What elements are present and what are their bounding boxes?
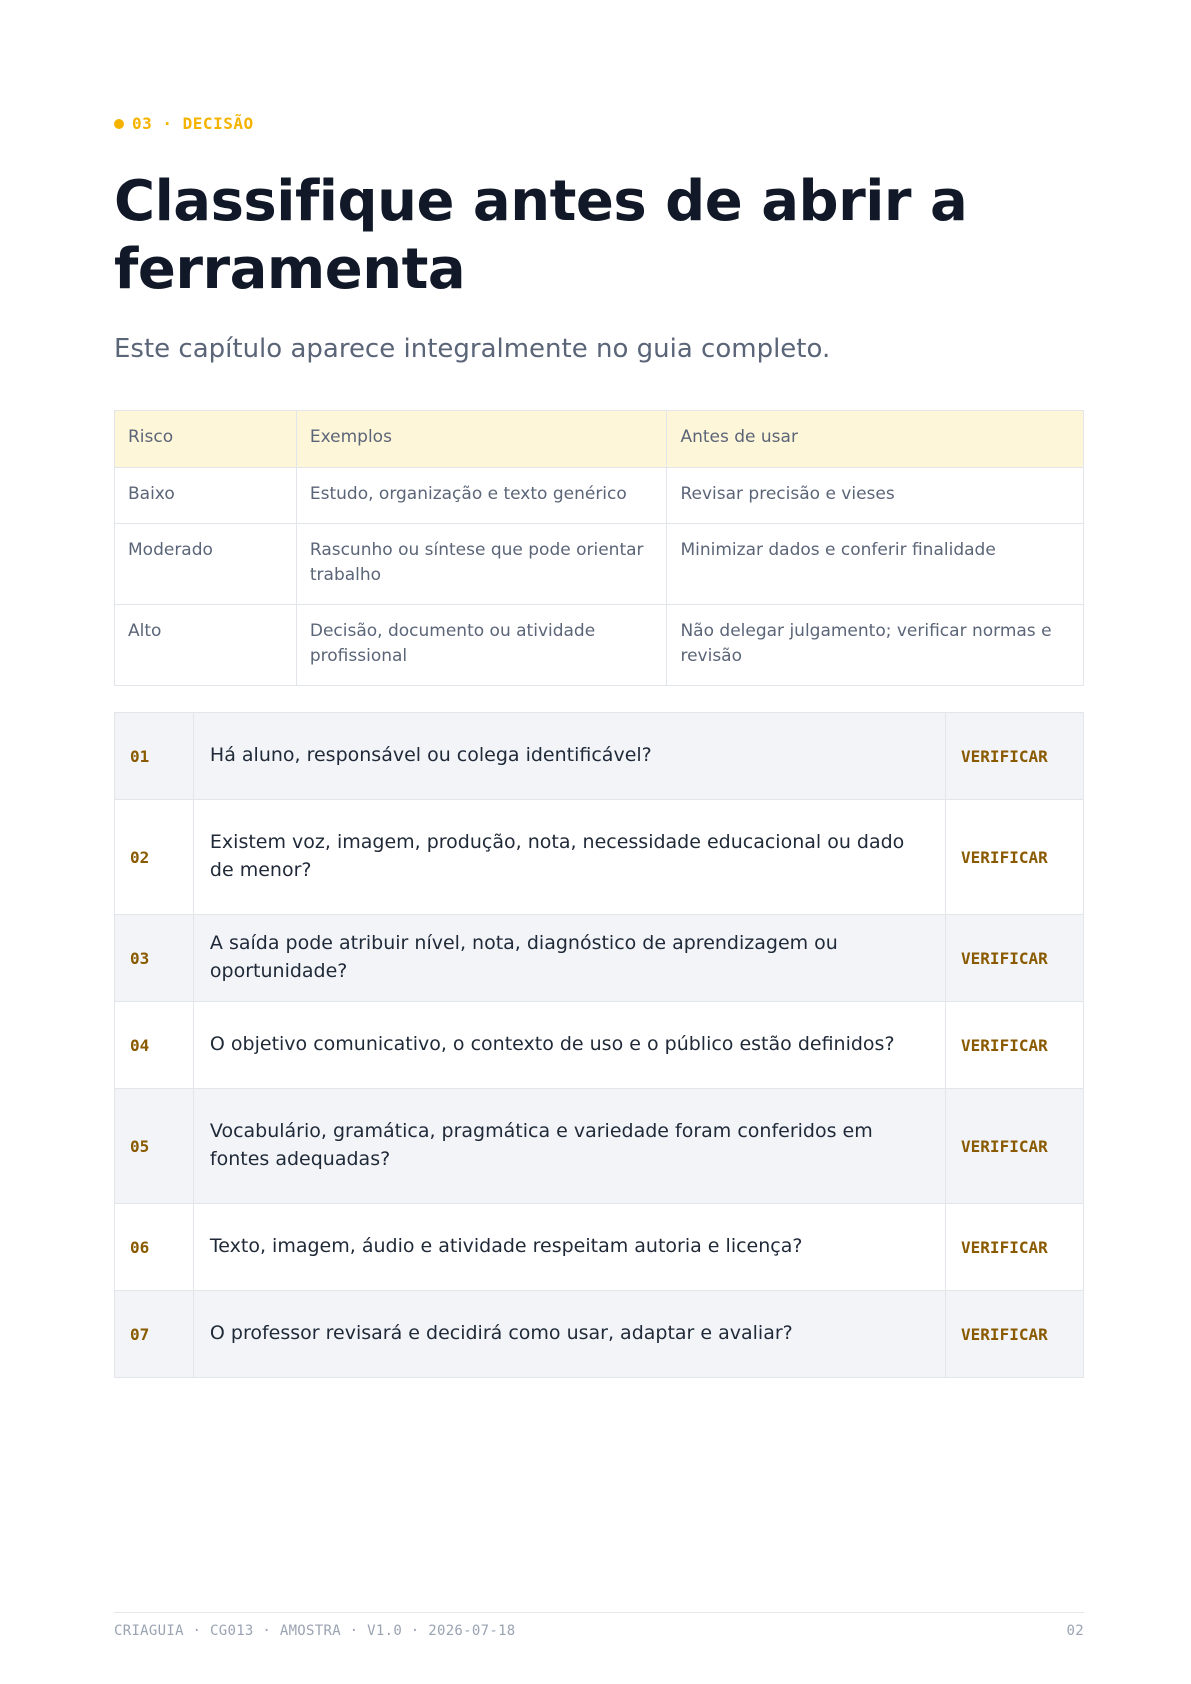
checklist-item xyxy=(115,1002,1084,1089)
column-header-exemplos: Exemplos xyxy=(296,411,667,468)
before-use-cell: Revisar precisão e vieses xyxy=(667,468,1084,524)
item-number: 03 xyxy=(115,915,194,1002)
page-subtitle: Este capítulo aparece integralmente no guia completo. xyxy=(114,334,831,364)
column-header-antes-de-usar: Antes de usar xyxy=(667,411,1084,468)
page-number: 02 xyxy=(1066,1623,1084,1639)
item-question: Há aluno, responsável ou colega identificável? xyxy=(193,713,945,800)
checklist-item xyxy=(115,1089,1084,1204)
checklist-table xyxy=(114,712,1084,1378)
section-label: 03 · DECISÃO xyxy=(132,114,254,133)
before-use-cell: Não delegar julgamento; verificar normas e revisão xyxy=(667,605,1084,686)
item-number: 06 xyxy=(115,1204,194,1291)
item-status: VERIFICAR xyxy=(946,713,1084,800)
page-title: Classifique antes de abrir a ferramenta xyxy=(114,169,968,302)
table-row xyxy=(115,605,1084,686)
item-question: Texto, imagem, áudio e atividade respeitam autoria e licença? xyxy=(193,1204,945,1291)
risk-table-header xyxy=(115,411,1084,468)
checklist-item xyxy=(115,1291,1084,1378)
checklist-item xyxy=(115,1204,1084,1291)
item-status: VERIFICAR xyxy=(946,1291,1084,1378)
item-status: VERIFICAR xyxy=(946,800,1084,915)
risk-table xyxy=(114,410,1084,686)
risk-level-cell: Moderado xyxy=(115,524,297,605)
examples-cell: Rascunho ou síntese que pode orientar trabalho xyxy=(296,524,667,605)
item-question: Vocabulário, gramática, pragmática e variedade foram conferidos em fontes adequadas? xyxy=(193,1089,945,1204)
item-question: O objetivo comunicativo, o contexto de uso e o público estão definidos? xyxy=(193,1002,945,1089)
risk-level-cell: Alto xyxy=(115,605,297,686)
bullet-dot-icon xyxy=(114,119,124,129)
item-status: VERIFICAR xyxy=(946,915,1084,1002)
item-status: VERIFICAR xyxy=(946,1089,1084,1204)
page-footer xyxy=(114,1623,1084,1639)
table-row xyxy=(115,468,1084,524)
item-question: O professor revisará e decidirá como usar, adaptar e avaliar? xyxy=(193,1291,945,1378)
examples-cell: Decisão, documento ou atividade profissional xyxy=(296,605,667,686)
document-page xyxy=(114,0,1084,1684)
risk-level-cell: Baixo xyxy=(115,468,297,524)
item-number: 02 xyxy=(115,800,194,915)
item-number: 04 xyxy=(115,1002,194,1089)
column-header-risco: Risco xyxy=(115,411,297,468)
item-status: VERIFICAR xyxy=(946,1002,1084,1089)
checklist-item xyxy=(115,915,1084,1002)
checklist-item xyxy=(115,800,1084,915)
examples-cell: Estudo, organização e texto genérico xyxy=(296,468,667,524)
item-question: Existem voz, imagem, produção, nota, necessidade educacional ou dado de menor? xyxy=(193,800,945,915)
item-number: 05 xyxy=(115,1089,194,1204)
item-status: VERIFICAR xyxy=(946,1204,1084,1291)
item-question: A saída pode atribuir nível, nota, diagnóstico de aprendizagem ou oportunidade? xyxy=(193,915,945,1002)
item-number: 01 xyxy=(115,713,194,800)
checklist-item xyxy=(115,713,1084,800)
footer-doc-info: CRIAGUIA · CG013 · AMOSTRA · V1.0 · 2026-07-18 xyxy=(114,1623,516,1639)
footer-divider xyxy=(114,1612,1084,1613)
table-row xyxy=(115,524,1084,605)
item-number: 07 xyxy=(115,1291,194,1378)
section-eyebrow xyxy=(114,114,254,133)
before-use-cell: Minimizar dados e conferir finalidade xyxy=(667,524,1084,605)
